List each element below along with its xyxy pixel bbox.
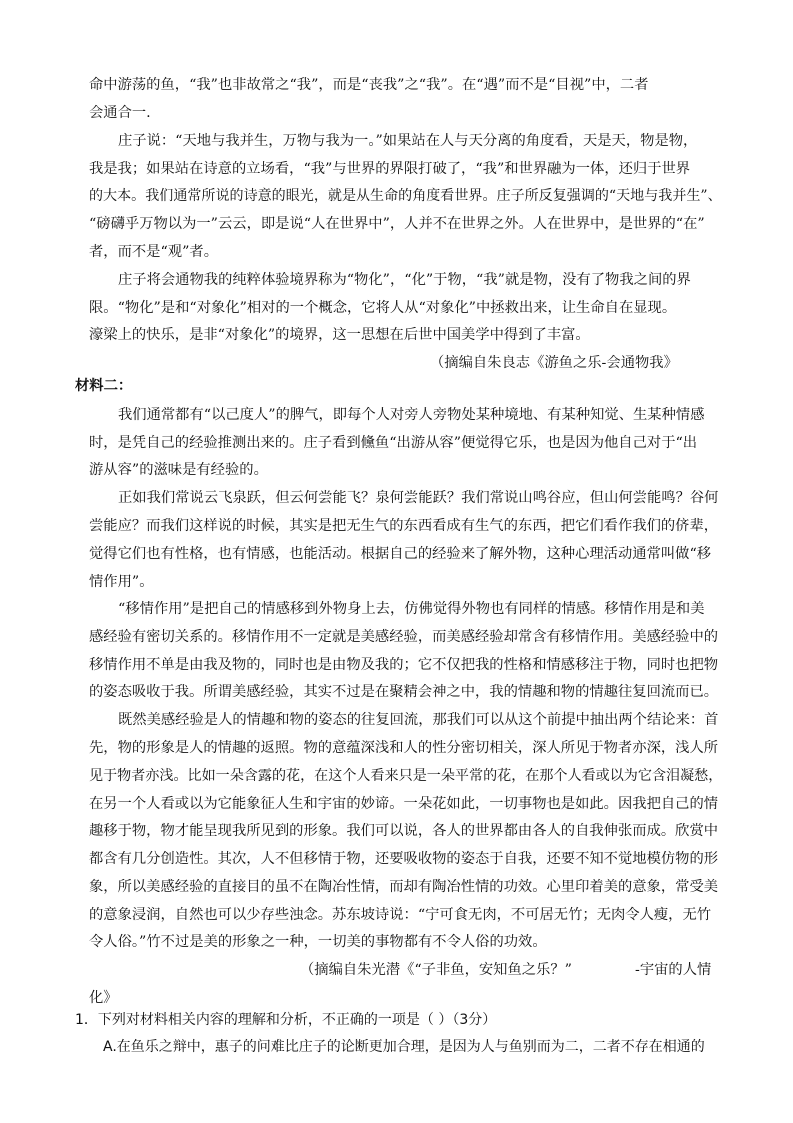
paragraph-line: 先，物的形象是人的情趣的返照。物的意蕴深浅和人的性分密切相关，深人所见于物者亦深，浅人所 — [89, 740, 719, 756]
paragraph-line: 者，而不是“观”者。 — [89, 244, 218, 260]
paragraph-line: 的姿态吸收于我。所谓美感经验，其实不过是在聚精会神之中，我的情趣和物的情趣往复回流而已。 — [89, 684, 719, 700]
paragraph-line: 趣移于物，物才能呈现我所见到的形象。我们可以说，各人的世界都由各人的自我伸张而成。欣赏中 — [89, 823, 719, 839]
paragraph-line: 正如我们常说云飞泉跃，但云何尝能飞？泉何尝能跃？我们常说山鸣谷应，但山何尝能鸣？谷何 — [118, 490, 719, 506]
paragraph-line: 移情作用不单是由我及物的，同时也是由物及我的；它不仅把我的性格和情感移注于物，同时也把物 — [89, 657, 719, 673]
source-citation-continued: -宇宙的人情 — [635, 962, 712, 978]
paragraph-line: 时，是凭自己的经验推测出来的。庄子看到儵鱼“出游从容”便觉得它乐，也是因为他自己对于“出 — [89, 435, 698, 451]
paragraph-line: 庄子说：“天地与我并生，万物与我为一。”如果站在人与天分离的角度看，天是天，物是物， — [118, 133, 698, 149]
paragraph-line: 既然美感经验是人的情趣和物的姿态的往复回流，那我们可以从这个前提中抽出两个结论来：首 — [118, 712, 719, 728]
paragraph-line: “磅礴乎万物以为一”云云，即是说“人在世界中”，人并不在世界之外。人在世界中，是世界的“在” — [89, 216, 705, 232]
paragraph-line: 命中游荡的鱼，“我”也非故常之“我”，而是“丧我”之“我”。在“遇”而不是“目视”中，二者 — [89, 77, 649, 93]
paragraph-line: 在另一个人看或以为它能象征人生和宇宙的妙谛。一朵花如此，一切事物也是如此。因我把自己的情 — [89, 796, 719, 812]
paragraph-line: 游从容”的滋味是有经验的。 — [89, 462, 268, 478]
section-heading: 材料二： — [75, 378, 133, 394]
paragraph-line: “移情作用”是把自己的情感移到外物身上去，仿佛觉得外物也有同样的情感。移情作用是和美 — [118, 601, 705, 617]
paragraph-line: 的意象浸润，自然也可以少存些浊念。苏东坡诗说：“宁可食无肉，不可居无竹；无肉令人瘦，无竹 — [89, 907, 712, 923]
paragraph-line: 限。“物化”是和“对象化”相对的一个概念，它将人从“对象化”中拯救出来，让生命自在显现。 — [89, 300, 677, 316]
paragraph-line: 情作用”。 — [89, 574, 154, 590]
question-stem: 1．下列对材料相关内容的理解和分析，不正确的一项是（ ）（3分） — [75, 1012, 497, 1028]
paragraph-line: 我是我；如果站在诗意的立场看，“我”与世界的界限打破了，“我”和世界融为一体，还归于世界 — [89, 161, 691, 177]
paragraph-line: 象，所以美感经验的直接目的虽不在陶冶性情，而却有陶冶性情的功效。心里印着美的意象，常受美 — [89, 879, 719, 895]
source-citation-end: 化》 — [89, 990, 118, 1006]
question-option-a: A.在鱼乐之辩中，惠子的问难比庄子的论断更加合理，是因为人与鱼别而为二，二者不存在相通的 — [103, 1039, 705, 1055]
paragraph-line: 的大本。我们通常所说的诗意的眼光，就是从生命的角度看世界。庄子所反复强调的“天地与我并生”、 — [89, 188, 722, 204]
paragraph-line: 都含有几分创造性。其次，人不但移情于物，还要吸收物的姿态于自我，还要不知不觉地模仿物的形 — [89, 851, 719, 867]
source-citation: （摘编自朱良志《游鱼之乐-会通物我》 — [430, 355, 678, 371]
paragraph-line: 会通合一. — [89, 105, 151, 121]
paragraph-line: 尝能应？而我们这样说的时候，其实是把无生气的东西看成有生气的东西，把它们看作我们的侪辈， — [89, 518, 719, 534]
source-citation: （摘编自朱光潜《“子非鱼，安知鱼之乐？” — [300, 962, 572, 978]
paragraph-line: 庄子将会通物我的纯粹体验境界称为“物化”，“化”于物，“我”就是物，没有了物我之间的界 — [118, 272, 691, 288]
paragraph-line: 令人俗。”竹不过是美的形象之一种，一切美的事物都有不令人俗的功效。 — [89, 934, 547, 950]
paragraph-line: 见于物者亦浅。比如一朵含露的花，在这个人看来只是一朵平常的花，在那个人看或以为它含泪凝愁， — [89, 768, 723, 784]
paragraph-line: 我们通常都有“以己度人”的脾气，即每个人对旁人旁物处某种境地、有某种知觉、生某种情感 — [118, 407, 705, 423]
paragraph-line: 觉得它们也有性格，也有情感，也能活动。根据自己的经验来了解外物，这种心理活动通常叫做“移 — [89, 546, 712, 562]
paragraph-line: 濠梁上的快乐，是非“对象化”的境界，这一思想在后世中国美学中得到了丰富。 — [89, 327, 590, 343]
paragraph-line: 感经验有密切关系的。移情作用不一定就是美感经验，而美感经验却常含有移情作用。美感经验中的 — [89, 629, 719, 645]
